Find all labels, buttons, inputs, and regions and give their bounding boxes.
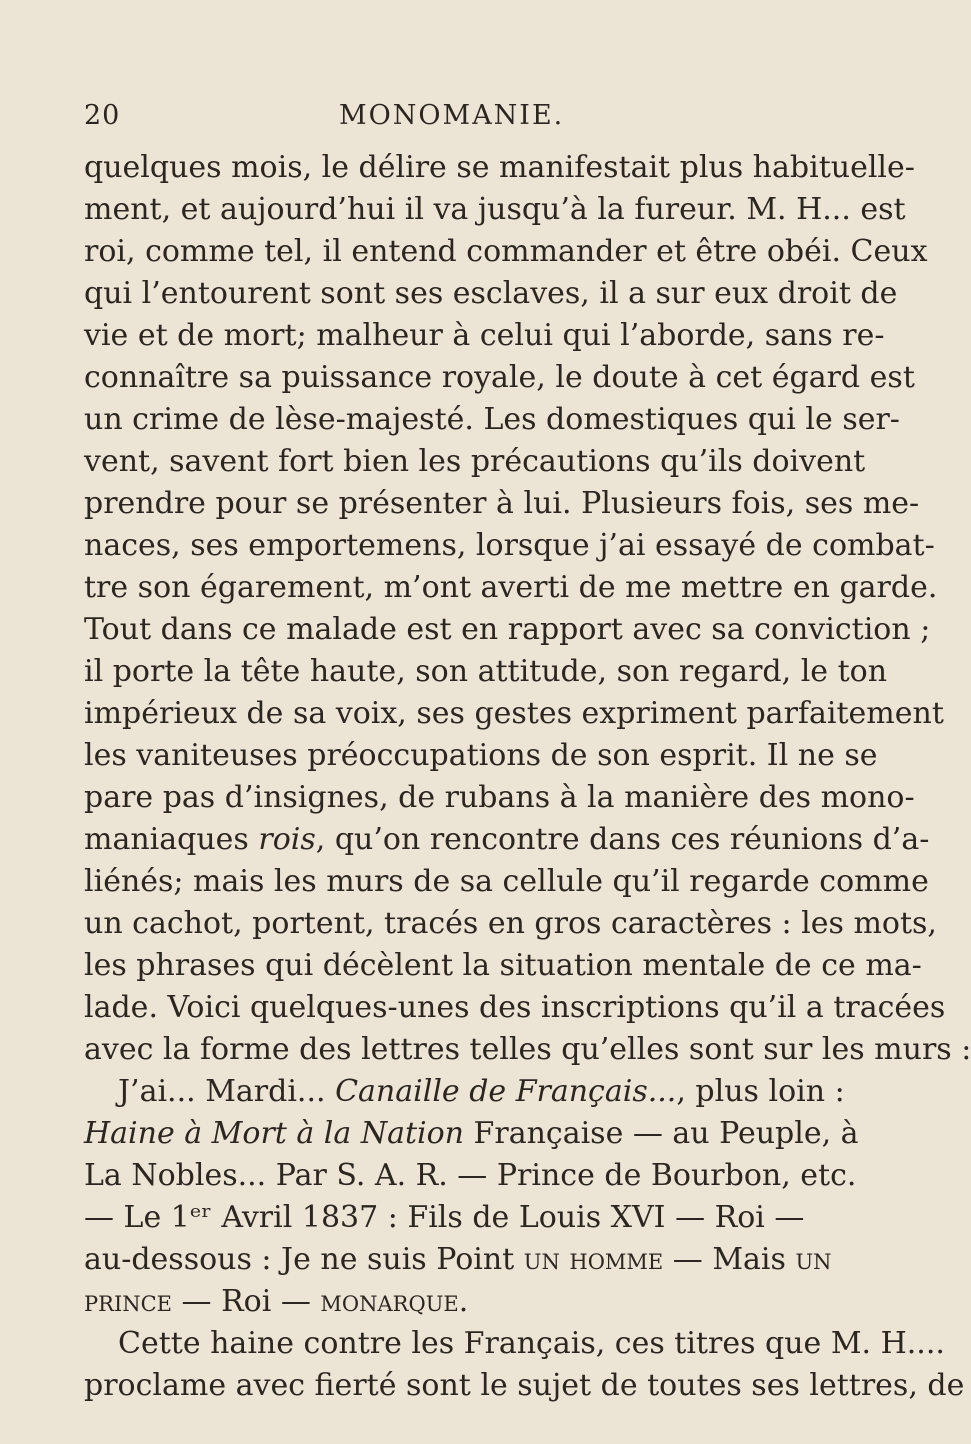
small-caps-monarque: monarque. [320, 1284, 469, 1319]
text-line: impérieux de sa voix, ses gestes expriment parfaitement [84, 696, 944, 731]
text-line: quelques mois, le délire se manifestait plus habituelle- [84, 150, 915, 185]
text-line: maniaques rois, qu’on rencontre dans ces réunions d’a- [84, 822, 930, 857]
text-line: tre son égarement, m’ont averti de me mettre en garde. [84, 570, 938, 605]
text-line: il porte la tête haute, son attitude, son regard, le ton [84, 654, 888, 689]
text-line: ment, et aujourd’hui il va jusqu’à la fureur. M. H... est [84, 192, 906, 227]
page-number: 20 [84, 100, 121, 131]
text-line: vent, savent fort bien les précautions qu’ils doivent [84, 444, 866, 479]
inscription-line: La Nobles... Par S. A. R. — Prince de Bourbon, etc. [84, 1158, 857, 1193]
inscription-line: prince — Roi — monarque. [84, 1284, 469, 1319]
italic-inscription: Haine à Mort à la Nation [84, 1116, 464, 1151]
small-caps-homme: un homme [523, 1242, 664, 1277]
text-line: un cachot, portent, tracés en gros caractères : les mots, [84, 906, 937, 941]
text-line: naces, ses emportemens, lorsque j’ai essayé de combat- [84, 528, 935, 563]
text-line: prendre pour se présenter à lui. Plusieurs fois, ses me- [84, 486, 920, 521]
text-line: roi, comme tel, il entend commander et être obéi. Ceux [84, 234, 928, 269]
text-line: lade. Voici quelques-unes des inscriptions qu’il a tracées [84, 990, 946, 1025]
text-line: proclame avec fierté sont le sujet de toutes ses lettres, de [84, 1368, 965, 1403]
running-title: MONOMANIE. [339, 100, 565, 131]
italic-rois: rois [258, 822, 316, 857]
text-line: connaître sa puissance royale, le doute à cet égard est [84, 360, 915, 395]
text-line: Cette haine contre les Français, ces titres que M. H.... [118, 1326, 945, 1361]
inscription-line: au-dessous : Je ne suis Point un homme — Mais un [84, 1242, 832, 1277]
text-line: les vaniteuses préoccupations de son esprit. Il ne se [84, 738, 878, 773]
page-header [84, 100, 764, 140]
text-line: pare pas d’insignes, de rubans à la manière des mono- [84, 780, 915, 815]
text-line: les phrases qui décèlent la situation mentale de ce ma- [84, 948, 922, 983]
small-caps-un: un [795, 1242, 832, 1277]
text-line: un crime de lèse-majesté. Les domestiques qui le ser- [84, 402, 900, 437]
text-line: Tout dans ce malade est en rapport avec sa conviction ; [84, 612, 931, 647]
text-line: qui l’entourent sont ses esclaves, il a sur eux droit de [84, 276, 898, 311]
small-caps-prince: prince [84, 1284, 173, 1319]
text-line: avec la forme des lettres telles qu’elles sont sur les murs : [84, 1032, 971, 1067]
italic-inscription: Canaille de Français... [335, 1074, 677, 1109]
inscription-line: — Le 1ᵉʳ Avril 1837 : Fils de Louis XVI — Roi — [84, 1200, 805, 1235]
inscription-line: J’ai... Mardi... Canaille de Français..., plus loin : [118, 1074, 845, 1109]
text-line: liénés; mais les murs de sa cellule qu’il regarde comme [84, 864, 929, 899]
text-line: vie et de mort; malheur à celui qui l’aborde, sans re- [84, 318, 885, 353]
inscription-line: Haine à Mort à la Nation Française — au Peuple, à [84, 1116, 859, 1151]
